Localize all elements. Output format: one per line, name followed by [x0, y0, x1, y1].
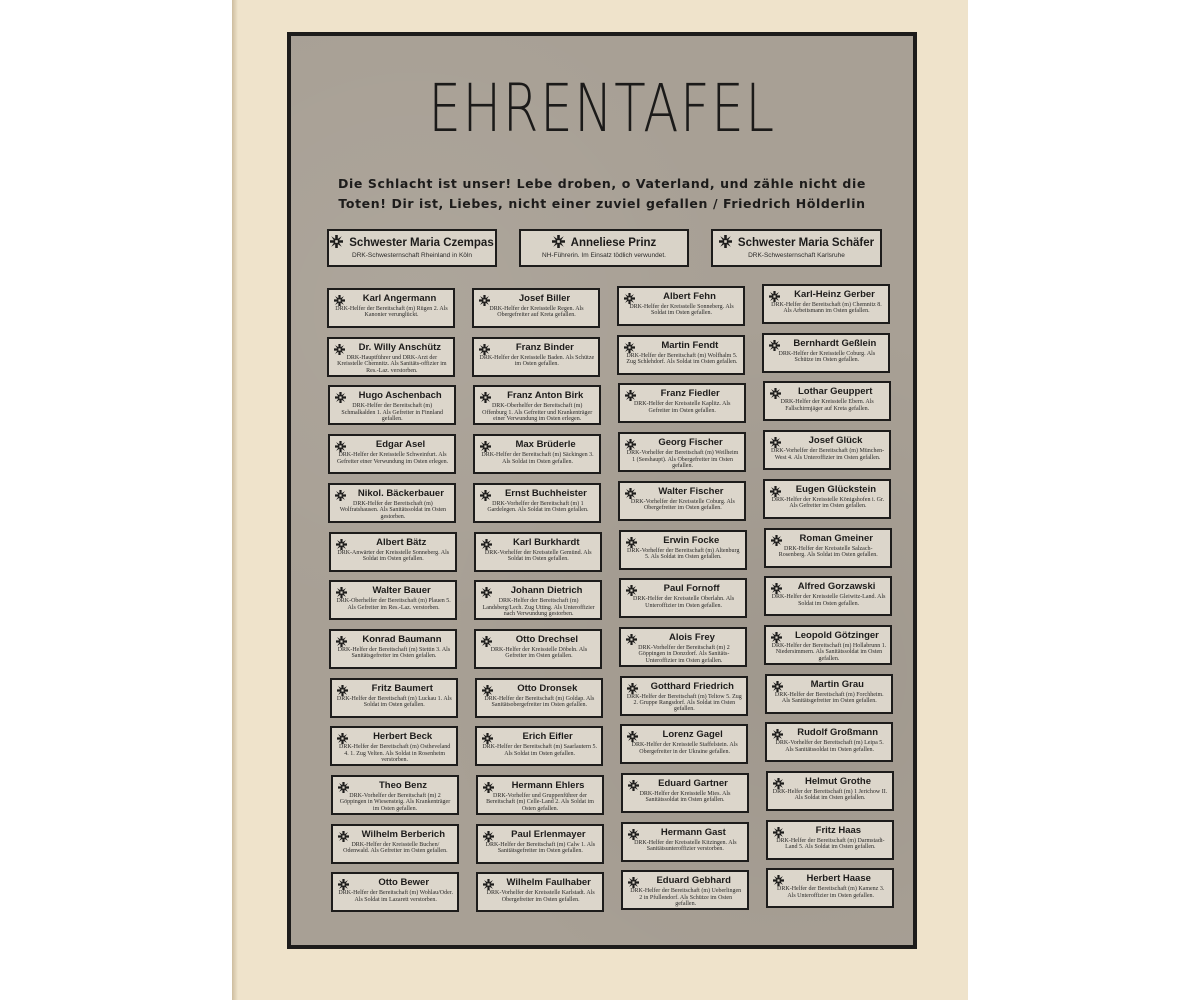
memorial-name: Walter Fischer [658, 485, 724, 497]
memorial-name: Josef Biller [518, 293, 571, 304]
iron-cross-icon [770, 484, 781, 495]
iron-cross-icon [481, 585, 492, 596]
iron-cross-icon [772, 679, 783, 690]
memorial-card [331, 775, 459, 815]
quote-line-2: Toten! Dir ist, Liebes, nicht einer zuviel gefallen / Friedrich Hölderlin [338, 196, 866, 211]
memorial-name: Alfred Gorzawski [797, 581, 876, 593]
memorial-description: DRK-Helfer der Kreisstelle Oberlahn. Als Unteroffizier im Osten gefallen. [633, 596, 735, 609]
iron-cross-icon [773, 873, 784, 884]
iron-cross-icon [627, 681, 638, 692]
memorial-name: Albert Fehn [663, 291, 716, 302]
memorial-name: Leopold Götzinger [794, 629, 879, 641]
memorial-name: Lothar Geuppert [797, 386, 873, 398]
memorial-card [472, 288, 600, 328]
memorial-card [474, 580, 602, 620]
memorial-description: DRK-Helfer der Bereitschaft (m) 1 Jerichow II. Als Soldat im Osten gefallen. [772, 789, 888, 802]
iron-cross-icon [338, 877, 349, 888]
iron-cross-icon [770, 386, 781, 397]
memorial-card [473, 385, 601, 425]
memorial-description: DRK-Helfer der Kreisstelle Coburg. Als Schütze im Osten gefallen. [778, 350, 876, 364]
memorial-card [762, 284, 890, 324]
iron-cross-icon [481, 537, 492, 548]
iron-cross-icon [479, 293, 490, 304]
memorial-name: Helmut Grothe [805, 776, 871, 787]
iron-cross-icon [626, 632, 637, 643]
memorial-name: Karl Angermann [362, 293, 437, 304]
iron-cross-icon [625, 437, 636, 448]
memorial-name: Dr. Willy Anschütz [358, 341, 442, 353]
memorial-card [766, 820, 894, 860]
memorial-description: DRK-Helfer der Kreisstelle Staffelstein. Als Obergefreiter in der Ukraine gefallen. [631, 742, 738, 755]
iron-cross-icon [769, 338, 780, 349]
memorial-name: Martin Grau [810, 678, 864, 690]
iron-cross-icon [628, 827, 639, 838]
iron-cross-icon [337, 731, 348, 742]
iron-cross-icon [773, 825, 784, 836]
iron-cross-icon [773, 776, 784, 787]
iron-cross-icon [624, 291, 635, 302]
memorial-description: DRK-Helfer der Bereitschaft (m) Teltow 5. Zug 2. Gruppe Rangsdorf. Als Soldat im Osten gefallen. [626, 693, 742, 713]
memorial-description: DRK-Vorhelfer der Bereitschaft (m) 2 Göppingen in Donzdorf. Als Sanitäts-Unteroffizier im Osten gefallen. [638, 644, 730, 664]
memorial-name: Wilhelm Berberich [361, 828, 445, 840]
memorial-card [621, 822, 749, 862]
memorial-card [330, 726, 458, 766]
memorial-name: Hermann Gast [660, 826, 726, 838]
memorial-description: DRK-Vorhelfer der Kreisstelle Karlstadt. Als Obergefreiter im Osten gefallen. [486, 890, 595, 903]
memorial-card [763, 479, 891, 519]
memorial-card [763, 430, 891, 470]
memorial-card [328, 434, 456, 474]
memorial-description: DRK-Helfer der Kreisstelle Salzach-Rosenberg. Als Soldat im Osten gefallen. [778, 545, 878, 558]
iron-cross-icon [480, 488, 491, 499]
quote-line-1: Die Schlacht ist unser! Lebe droben, o Vaterland, und zähle nicht die [338, 176, 866, 191]
iron-cross-icon [336, 585, 347, 596]
memorial-card [327, 337, 455, 377]
memorial-description: DRK-Helfer der Kreisstelle Ebern. Als Fallschirmjäger auf Kreta gefallen. [780, 399, 874, 412]
iron-cross-icon [481, 634, 492, 645]
iron-cross-icon [552, 235, 565, 248]
memorial-card [329, 629, 457, 669]
memorial-name: Gotthard Friedrich [650, 680, 734, 692]
iron-cross-icon [771, 630, 782, 641]
memorial-card [618, 383, 746, 423]
memorial-description: DRK-Helfer der Bereitschaft (m) Ostheveland 4. 1. Zug Velten. Als Soldat in Rosenheim verstorben. [338, 744, 451, 764]
memorial-description: DRK-Vorhelfer der Bereitschaft (m) München-West 4. Als Unteroffizier im Osten gefallen. [770, 448, 885, 461]
memorial-description: DRK-Vorhelfer der Bereitschaft (m) 1 Gardelegen. Als Soldat im Osten gefallen. [487, 500, 589, 514]
memorial-name: Wilhelm Faulhaber [506, 877, 591, 889]
featured-entry-note: DRK-Schwesternschaft Karlsruhe [748, 252, 845, 259]
iron-cross-icon [624, 340, 635, 351]
memorial-card [763, 381, 891, 421]
memorial-card [474, 629, 602, 669]
memorial-description: DRK-Helfer der Bereitschaft (m) Rügen 2. Als Kanonier verunglückt. [335, 306, 448, 319]
memorial-description: DRK-Helfer der Bereitschaft (m) Wolfratshausen. Als Sanitätssoldat im Osten gestorben. [339, 500, 447, 520]
memorial-name: Johann Dietrich [510, 585, 583, 597]
iron-cross-icon [628, 875, 639, 886]
memorial-card [618, 432, 746, 472]
featured-entry-name [713, 235, 880, 249]
memorial-card [619, 578, 747, 618]
memorial-description: DRK-Helfer der Bereitschaft (m) Luckau 1. Als Soldat im Osten gefallen. [336, 695, 452, 708]
memorial-description: DRK-Helfer der Kreisstelle Baden. Als Schütze im Osten gefallen. [479, 354, 595, 368]
memorial-description: DRK-Anwärter der Kreisstelle Sonneberg. Als Soldat im Osten gefallen. [337, 549, 450, 562]
memorial-name: Rudolf Großmann [797, 727, 879, 739]
featured-entry-note: DRK-Schwesternschaft Rheinland in Köln [352, 252, 472, 259]
memorial-name: Bernhardt Geßlein [793, 337, 877, 349]
iron-cross-icon [330, 235, 343, 248]
memorial-description: DRK-Helfer der Bereitschaft (m) Chemnitz 8. Als Arbeitsmann im Osten gefallen. [771, 302, 882, 315]
iron-cross-icon [483, 829, 494, 840]
memorial-card [619, 530, 747, 570]
memorial-card [617, 335, 745, 375]
iron-cross-icon [336, 537, 347, 548]
memorial-card [476, 824, 604, 864]
memorial-description: DRK-Helfer der Kreisstelle Sonneberg. Als Soldat im Osten gefallen. [629, 304, 734, 317]
featured-entry [327, 229, 497, 267]
memorial-card [618, 481, 746, 521]
memorial-card [327, 288, 455, 328]
iron-cross-icon [335, 488, 346, 499]
memorial-card [762, 333, 890, 373]
memorial-name: Ernst Buchheister [504, 487, 587, 499]
memorial-card [331, 824, 459, 864]
memorial-name: Albert Bätz [376, 536, 427, 548]
iron-cross-icon [771, 533, 782, 544]
memorial-card [621, 773, 749, 813]
iron-cross-icon [628, 778, 639, 789]
featured-entry-name [521, 235, 687, 249]
memorial-description: DRK-Vorhelfer der Kreisstelle Coburg. Als Obergefreiter im Osten gefallen. [630, 498, 735, 512]
iron-cross-icon [719, 235, 732, 248]
memorial-name: Alois Frey [668, 631, 715, 643]
memorial-name: Franz Binder [515, 341, 574, 353]
memorial-description: DRK-Helfer der Bereitschaft (m) Calw 1. Als Sanitätsgefreiter im Osten gefallen. [485, 841, 596, 855]
memorial-description: DRK-Helfer der Bereitschaft (m) Landsberg/Lech. Zug Utting. Als Unteroffizier nach Verwundung gestorben. [482, 598, 595, 617]
memorial-name: Eduard Gartner [658, 778, 728, 789]
memorial-description: DRK-Helfer der Kreisstelle Königshofen i. Gr. Als Gefreiter im Osten gefallen. [771, 496, 885, 510]
iron-cross-icon [483, 877, 494, 888]
memorial-name: Lorenz Gagel [662, 729, 723, 741]
memorial-name: Eugen Glückstein [795, 483, 877, 495]
featured-entry-name [329, 235, 495, 249]
iron-cross-icon [480, 390, 491, 401]
memorial-description: DRK-Helfer der Bereitschaft (m) Säckingen 3. Als Soldat im Osten gefallen. [481, 452, 594, 465]
memorial-description: DRK-Vorhelfer der Bereitschaft (m) Altenburg 5. Als Soldat im Osten gefallen. [627, 547, 740, 560]
featured-entry-name-text: Anneliese Prinz [570, 237, 657, 249]
memorial-description: DRK-Oberhelfer der Bereitschaft (m) Plauen 5. Als Gefreiter im Res.-Laz. verstorben. [336, 598, 451, 611]
memorial-card [329, 532, 457, 572]
memorial-name: Eduard Gebhard [656, 875, 731, 887]
iron-cross-icon [335, 390, 346, 401]
iron-cross-icon [483, 780, 494, 791]
memorial-card [765, 674, 893, 714]
memorial-card [328, 483, 456, 523]
hoelderlin-quote [312, 174, 892, 214]
memorial-description: DRK-Helfer der Bereitschaft (m) Forchheim. Als Sanitätsgefreiter im Osten gefallen. [774, 691, 884, 704]
memorial-description: DRK-Vorhelfer und Gruppenführer der Bereitschaft (m) Celle-Land 2. Als Soldat im Osten gefallen. [486, 793, 594, 812]
memorial-name: Josef Glück [808, 435, 863, 447]
iron-cross-icon [770, 435, 781, 446]
iron-cross-icon [625, 486, 636, 497]
featured-entry-name-text: Schwester Maria Schäfer [737, 237, 875, 249]
memorial-description: DRK-Helfer der Bereitschaft (m) Saarlautern 5. Als Soldat im Osten gefallen. [482, 744, 597, 757]
memorial-description: DRK-Helfer der Kreisstelle Döbeln. Als Gefreiter im Osten gefallen. [490, 646, 588, 660]
memorial-description: DRK-Helfer der Kreisstelle Kitzingen. Als Sanitätsunteroffizier verstorben. [634, 839, 737, 853]
iron-cross-icon [482, 731, 493, 742]
memorial-card [475, 678, 603, 718]
iron-cross-icon [335, 439, 346, 450]
memorial-card [473, 483, 601, 523]
memorial-description: DRK-Helfer der Kreisstelle Buchen/ Odenwald. Als Gefreiter im Osten gefallen. [343, 841, 448, 855]
memorial-card [766, 771, 894, 811]
iron-cross-icon [336, 634, 347, 645]
memorial-card [330, 678, 458, 718]
iron-cross-icon [625, 388, 636, 399]
memorial-name: Paul Fornoff [663, 583, 720, 595]
memorial-description: DRK-Helfer der Kreisstelle Gleiwitz-Land. Als Soldat im Osten gefallen. [771, 594, 886, 607]
iron-cross-icon [337, 683, 348, 694]
memorial-description: DRK-Helfer der Bereitschaft (m) Darmstadt-Land 5. Als Soldat im Osten gefallen. [776, 837, 885, 851]
memorial-name: Franz Anton Birk [507, 390, 584, 402]
memorial-name: Konrad Baumann [362, 633, 442, 645]
memorial-card [328, 385, 456, 425]
memorial-description: DRK-Helfer der Kreisstelle Regen. Als Obergefreiter auf Kreta gefallen. [489, 306, 584, 319]
memorial-name: Martin Fendt [661, 339, 719, 351]
memorial-card [764, 625, 892, 665]
memorial-description: DRK-Vorhelfer der Bereitschaft (m) Leipa 5. Als Sanitätssoldat im Osten gefallen. [775, 740, 884, 753]
memorial-name: Paul Erlenmayer [511, 828, 586, 840]
memorial-name: Roman Gmeiner [799, 532, 873, 544]
memorial-description: DRK-Vorhelfer der Kreisstelle Gemünd. Als Soldat im Osten gefallen. [484, 549, 592, 562]
featured-entry-name-text: Schwester Maria Czempas [349, 237, 494, 249]
page-edge-shadow [232, 0, 238, 1000]
memorial-card [766, 868, 894, 908]
memorial-description: DRK-Helfer der Kreisstelle Schweinfurt. Als Gefreiter einer Verwundung im Osten erlegen. [336, 452, 449, 465]
iron-cross-icon [482, 683, 493, 694]
memorial-description: DRK-Vorhelfer der Bereitschaft (m) Weilheim 1 (Seeshaupt). Als Obergefreiter im Osten gefallen. [626, 450, 739, 469]
iron-cross-icon [334, 293, 345, 304]
memorial-card [476, 872, 604, 912]
memorial-name: Karl Burkhardt [512, 536, 580, 548]
memorial-name: Otto Drechsel [515, 633, 579, 645]
memorial-description: DRK-Helfer der Bereitschaft (m) Wolfhalm 5. Zug Schlehdorf. Als Soldat im Osten gefallen. [626, 352, 738, 366]
memorial-description: DRK-Oberhelfer der Bereitschaft (m) Offenburg 1. Als Gefreiter und Krankenträger einer Verwundung im Osten erlegen. [482, 403, 593, 423]
memorial-card [617, 286, 745, 326]
iron-cross-icon [480, 439, 491, 450]
memorial-description: DRK-Helfer der Bereitschaft (m) Stettin 3. Als Sanitätsgefreiter im Osten gefallen. [337, 646, 451, 660]
iron-cross-icon [771, 581, 782, 592]
iron-cross-icon [769, 289, 780, 300]
memorial-name: Nikol. Bäckerbauer [357, 487, 444, 499]
iron-cross-icon [772, 727, 783, 738]
memorial-card [621, 870, 749, 910]
memorial-name: Fritz Baumert [371, 682, 433, 694]
memorial-name: Erich Eifler [522, 731, 573, 743]
memorial-name: Edgar Asel [375, 439, 426, 451]
memorial-card [619, 627, 747, 667]
memorial-card [620, 724, 748, 764]
memorial-description: DRK-Vorhelfer der Bereitschaft (m) 2 Göppingen in Wiesensteig. Als Krankenträger im Osten gefallen. [339, 793, 451, 812]
memorial-card [764, 576, 892, 616]
memorial-description: DRK-Helfer der Bereitschaft (m) Wohlau/Oder. Als Soldat im Lazarett verstorben. [338, 890, 453, 903]
memorial-card [476, 775, 604, 815]
memorial-name: Karl-Heinz Gerber [794, 289, 875, 300]
memorial-description: DRK-Helfer der Kreisstelle Kaplitz. Als Gefreiter im Osten gefallen. [633, 401, 731, 414]
memorial-card [474, 532, 602, 572]
memorial-card [475, 726, 603, 766]
memorial-card [764, 528, 892, 568]
iron-cross-icon [479, 342, 490, 353]
memorial-description: DRK-Helfer der Bereitschaft (m) Kamenz 3. Als Unteroffizier im Osten gefallen. [777, 886, 885, 899]
iron-cross-icon [626, 535, 637, 546]
memorial-description: DRK-Helfer der Kreisstelle Mies. Als Sanitätssoldat im Osten gefallen. [639, 791, 731, 804]
memorial-card [473, 434, 601, 474]
memorial-name: Otto Bewer [378, 877, 430, 889]
memorial-name: Erwin Focke [663, 534, 720, 546]
page-title: EHRENTAFEL [428, 70, 776, 147]
featured-entry [711, 229, 882, 267]
memorial-name: Herbert Beck [373, 731, 433, 743]
memorial-description: DRK-Helfer der Bereitschaft (m) Schmalkalden 1. Als Gefreiter in Finnland gefallen. [341, 403, 444, 423]
memorial-card [331, 872, 459, 912]
memorial-card [620, 676, 748, 716]
memorial-card [472, 337, 600, 377]
memorial-description: DRK-Hauptführer und DRK-Arzt der Kreisstelle Chemnitz. Als Sanitäts-offizier im Res.-Laz. verstorben. [337, 354, 447, 374]
memorial-name: Franz Fiedler [660, 388, 720, 400]
memorial-name: Theo Benz [378, 780, 428, 791]
memorial-name: Fritz Haas [815, 824, 862, 836]
memorial-name: Hermann Ehlers [511, 780, 585, 791]
iron-cross-icon [334, 342, 345, 353]
memorial-card [765, 722, 893, 762]
memorial-name: Herbert Haase [806, 873, 871, 885]
iron-cross-icon [338, 829, 349, 840]
memorial-name: Otto Dronsek [517, 682, 578, 694]
featured-entry-note: NH-Führerin. Im Einsatz tödlich verwundet. [542, 252, 666, 259]
memorial-description: DRK-Helfer der Bereitschaft (m) Ueberlingen 2 in Pfullendorf. Als Schütze im Osten gefallen. [630, 888, 742, 908]
iron-cross-icon [338, 780, 349, 791]
memorial-name: Hugo Aschenbach [358, 390, 442, 402]
featured-entry [519, 229, 689, 267]
memorial-name: Walter Bauer [372, 585, 431, 597]
memorial-description: DRK-Helfer der Bereitschaft (m) Goldap. Als Sanitätsobergefreiter im Osten gefallen. [484, 695, 595, 708]
memorial-card [329, 580, 457, 620]
memorial-name: Max Brüderle [515, 439, 576, 451]
iron-cross-icon [627, 729, 638, 740]
memorial-name: Georg Fischer [658, 437, 723, 449]
memorial-description: DRK-Helfer der Bereitschaft (m) Hollabrunn 1. Niedersimmern. Als Sanitätssoldat im Osten gefallen. [771, 642, 887, 662]
iron-cross-icon [626, 583, 637, 594]
